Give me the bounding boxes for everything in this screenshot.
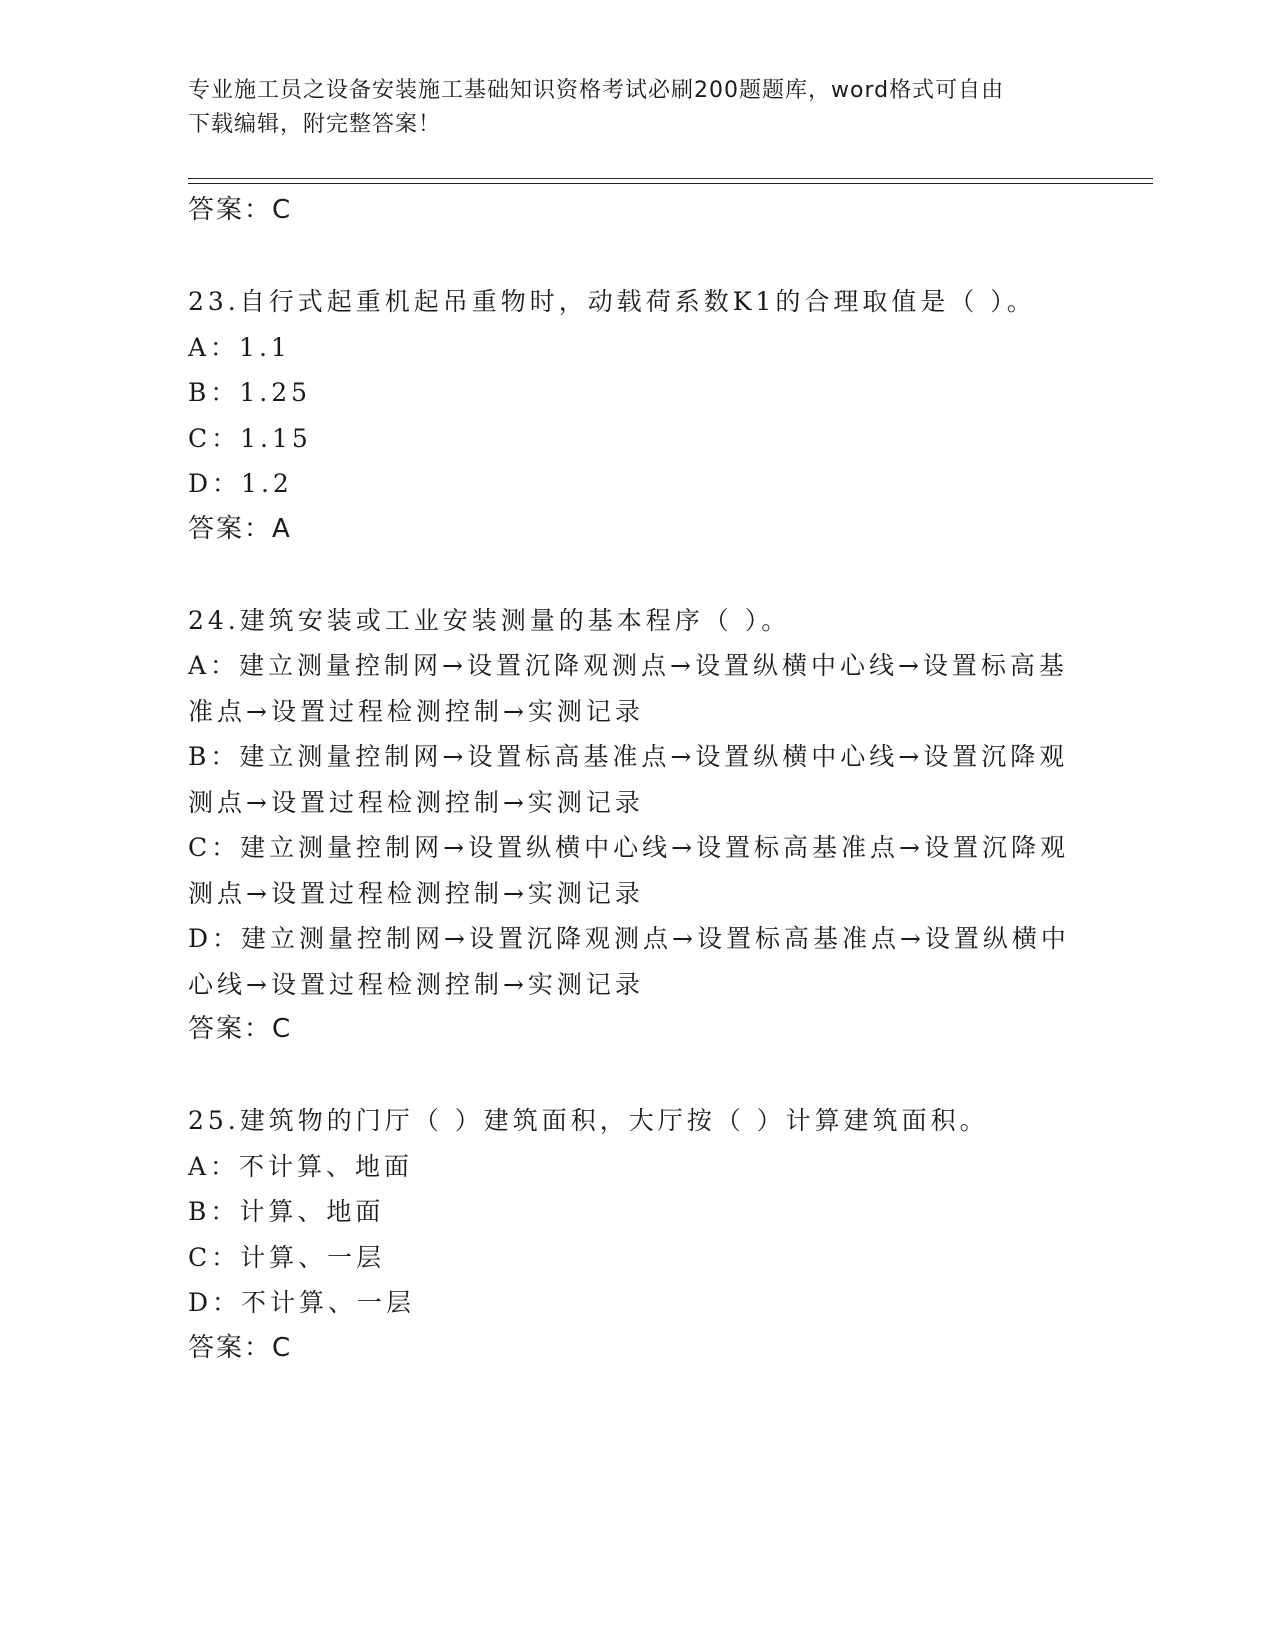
option-b: B：计算、地面 [188,1197,385,1226]
option-c: C：计算、一层 [188,1242,386,1272]
option-b-line-2: 测点→设置过程检测控制→实测记录 [188,787,644,817]
option-d-line-2: 心线→设置过程检测控制→实测记录 [188,969,644,999]
question-block-23 [188,279,1088,552]
question-stem: 23.自行式起重机起吊重物时，动载荷系数K1的合理取值是（ ）。 [188,287,1036,316]
option-c-line-1: C：建立测量控制网→设置纵横中心线→设置标高基准点→设置沉降观 [188,833,1069,862]
question-block-25 [188,1098,1088,1371]
spacer [188,552,1088,598]
spacer [188,1053,1088,1099]
previous-answer: 答案：C [188,195,293,225]
option-a-line-1: A：建立测量控制网→设置沉降观测点→设置纵横中心线→设置标高基 [188,651,1068,680]
question-stem: 25.建筑物的门厅（ ）建筑面积，大厅按（ ）计算建筑面积。 [188,1106,989,1135]
option-d-line-1: D：建立测量控制网→设置沉降观测点→设置标高基准点→设置纵横中 [188,924,1070,953]
question-block-24 [188,598,1088,1053]
header-rule-top [188,178,1153,179]
question-stem: 24.建筑安装或工业安装测量的基本程序（ ）。 [188,605,791,635]
option-a: A：不计算、地面 [188,1151,414,1181]
option-d: D：不计算、一层 [188,1288,416,1317]
option-a: A：1.1 [188,332,291,362]
option-d: D：1.2 [188,469,293,498]
document-header [188,74,1068,142]
answer-line: 答案：C [188,1332,293,1363]
answer-line: 答案：C [188,1014,293,1044]
option-b: B：1.25 [188,378,312,407]
option-b-line-1: B：建立测量控制网→设置标高基准点→设置纵横中心线→设置沉降观 [188,742,1069,771]
option-a-line-2: 准点→设置过程检测控制→实测记录 [188,696,644,726]
header-rule-bottom [188,183,1153,184]
option-c: C：1.15 [188,423,312,453]
spacer [188,234,1088,280]
header-line-1: 专业施工员之设备安装施工基础知识资格考试必刷200题题库，word格式可自由 [188,78,1005,103]
document-body [188,188,1088,1371]
answer-line: 答案：A [188,513,292,544]
option-c-line-2: 测点→设置过程检测控制→实测记录 [188,878,644,908]
header-line-2: 下载编辑，附完整答案！ [188,112,442,137]
